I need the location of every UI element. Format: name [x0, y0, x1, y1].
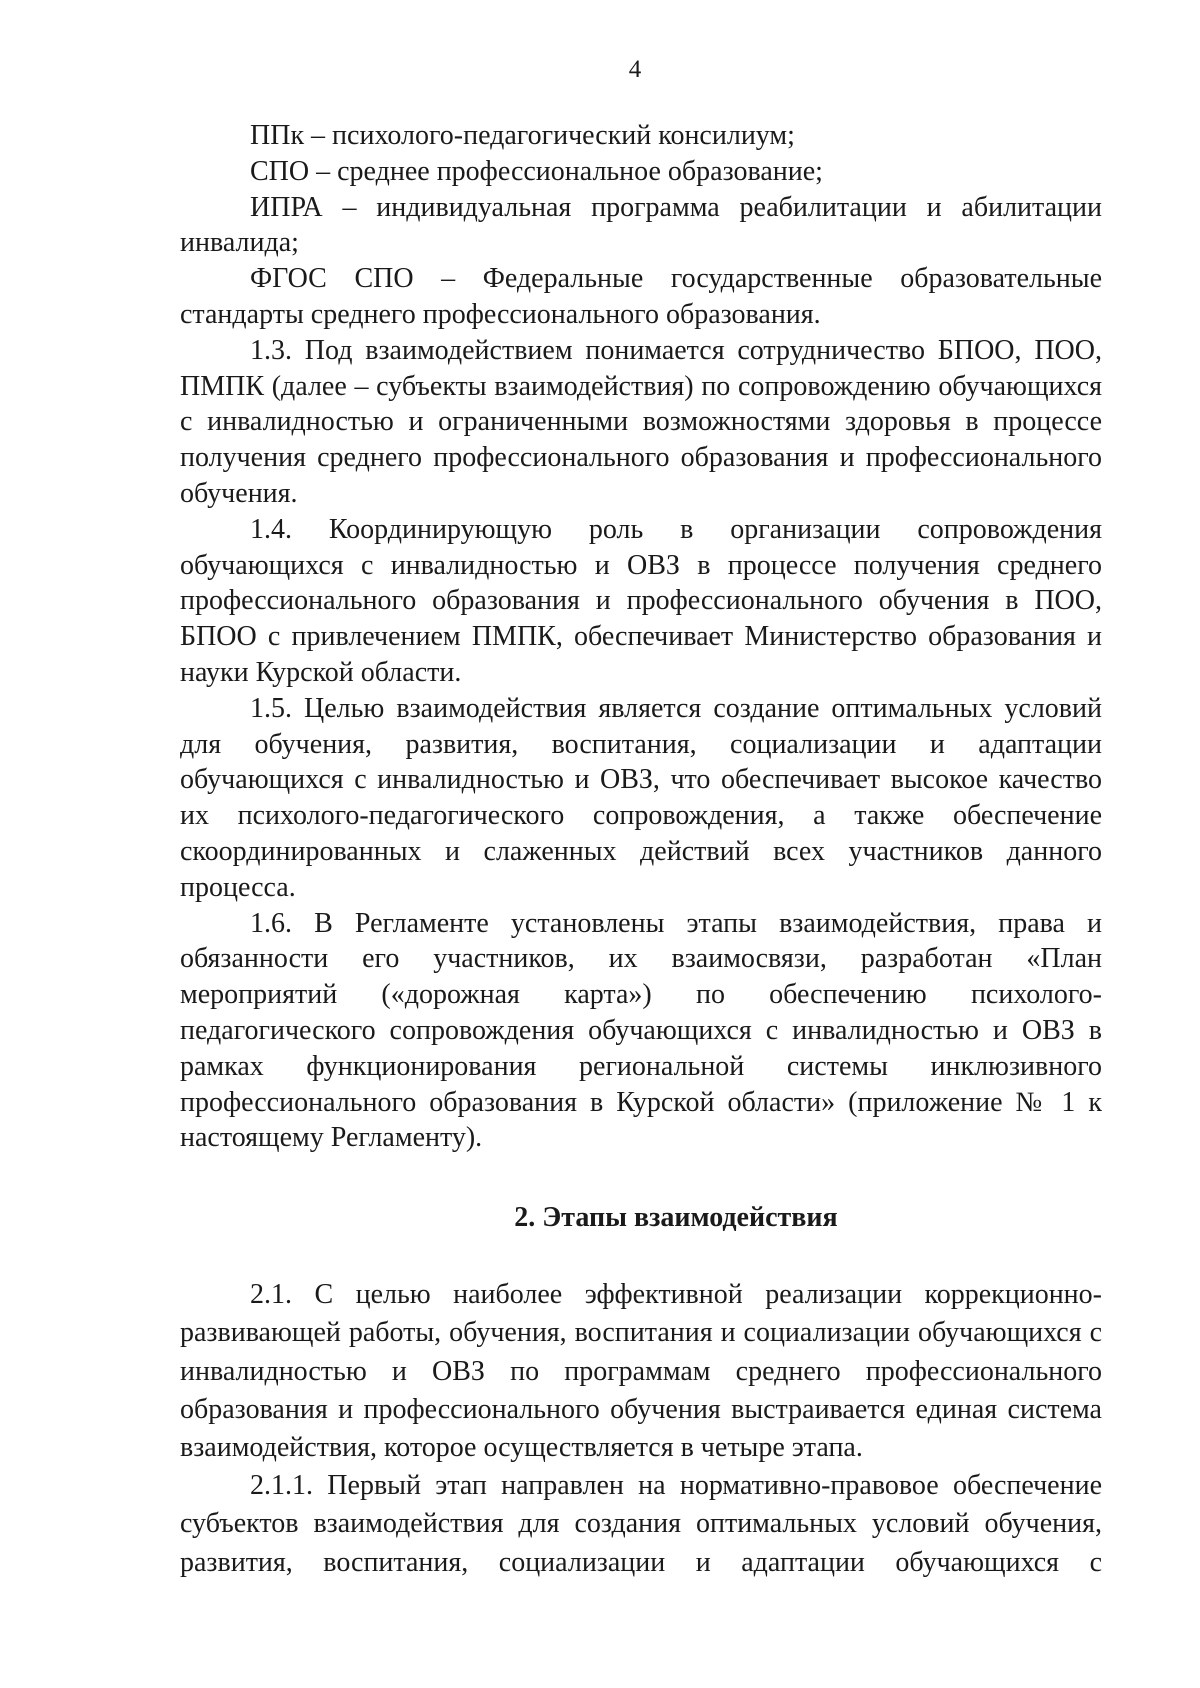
paragraph-1-3: 1.3. Под взаимодействием понимается сотрудничество БПОО, ПОО, ПМПК (далее – субъекты взаимодействия) по сопровождению обучающихся с инвалидностью и ограниченными возможностями здоровья в процессе получения среднего профессионального образования и профессионального обучения. — [180, 334, 1102, 509]
paragraph-1-6: 1.6. В Регламенте установлены этапы взаимодействия, права и обязанности его участников, их взаимосвязи, разработан «План мероприятий («дорожная карта») по обеспечению психолого-педагогического сопровождения обучающихся с инвалидностью и ОВЗ в рамках функционирования региональной системы инклюзивного профессионального образования в Курской области» (приложение № 1 к настоящему Регламенту). — [180, 907, 1102, 1154]
paragraph-2-1: 2.1. С целью наиболее эффективной реализации коррекционно-развивающей работы, обучения, воспитания и социализации обучающихся с инвалидностью и ОВЗ по программам среднего профессионального образования и профессионального обучения выстраивается единая система взаимодействия, которое осуществляется в четыре этапа. — [180, 1279, 1102, 1463]
paragraph-2-1-1: 2.1.1. Первый этап направлен на нормативно-правовое обеспечение субъектов взаимодействия для создания оптимальных условий обучения, развития, воспитания, социализации и адаптации обучающихся с — [180, 1470, 1102, 1578]
section-2-heading: 2. Этапы взаимодействия — [514, 1202, 838, 1234]
page-number: 4 — [628, 56, 642, 83]
definition-spo: СПО – среднее профессиональное образование; — [250, 155, 823, 187]
paragraph-1-5: 1.5. Целью взаимодействия является создание оптимальных условий для обучения, развития, воспитания, социализации и адаптации обучающихся с инвалидностью и ОВЗ, что обеспечивает высокое качество их психолого-педагогического сопровождения, а также обеспечение скоординированных и слаженных действий всех участников данного процесса. — [180, 692, 1102, 903]
paragraph-1-4: 1.4. Координирующую роль в организации сопровождения обучающихся с инвалидностью и ОВЗ в процессе получения среднего профессионального образования и профессионального обучения в ПОО, БПОО с привлечением ПМПК, обеспечивает Министерство образования и науки Курской области. — [180, 513, 1102, 688]
definition-fgos-spo: ФГОС СПО – Федеральные государственные образовательные стандарты среднего профессионального образования. — [180, 263, 1102, 330]
document-body — [180, 118, 1102, 1582]
section-2-body — [180, 1276, 1102, 1582]
definition-ipra: ИПРА – индивидуальная программа реабилитации и абилитации инвалида; — [180, 191, 1102, 259]
definition-ppk: ППк – психолого-педагогический консилиум; — [250, 120, 795, 151]
